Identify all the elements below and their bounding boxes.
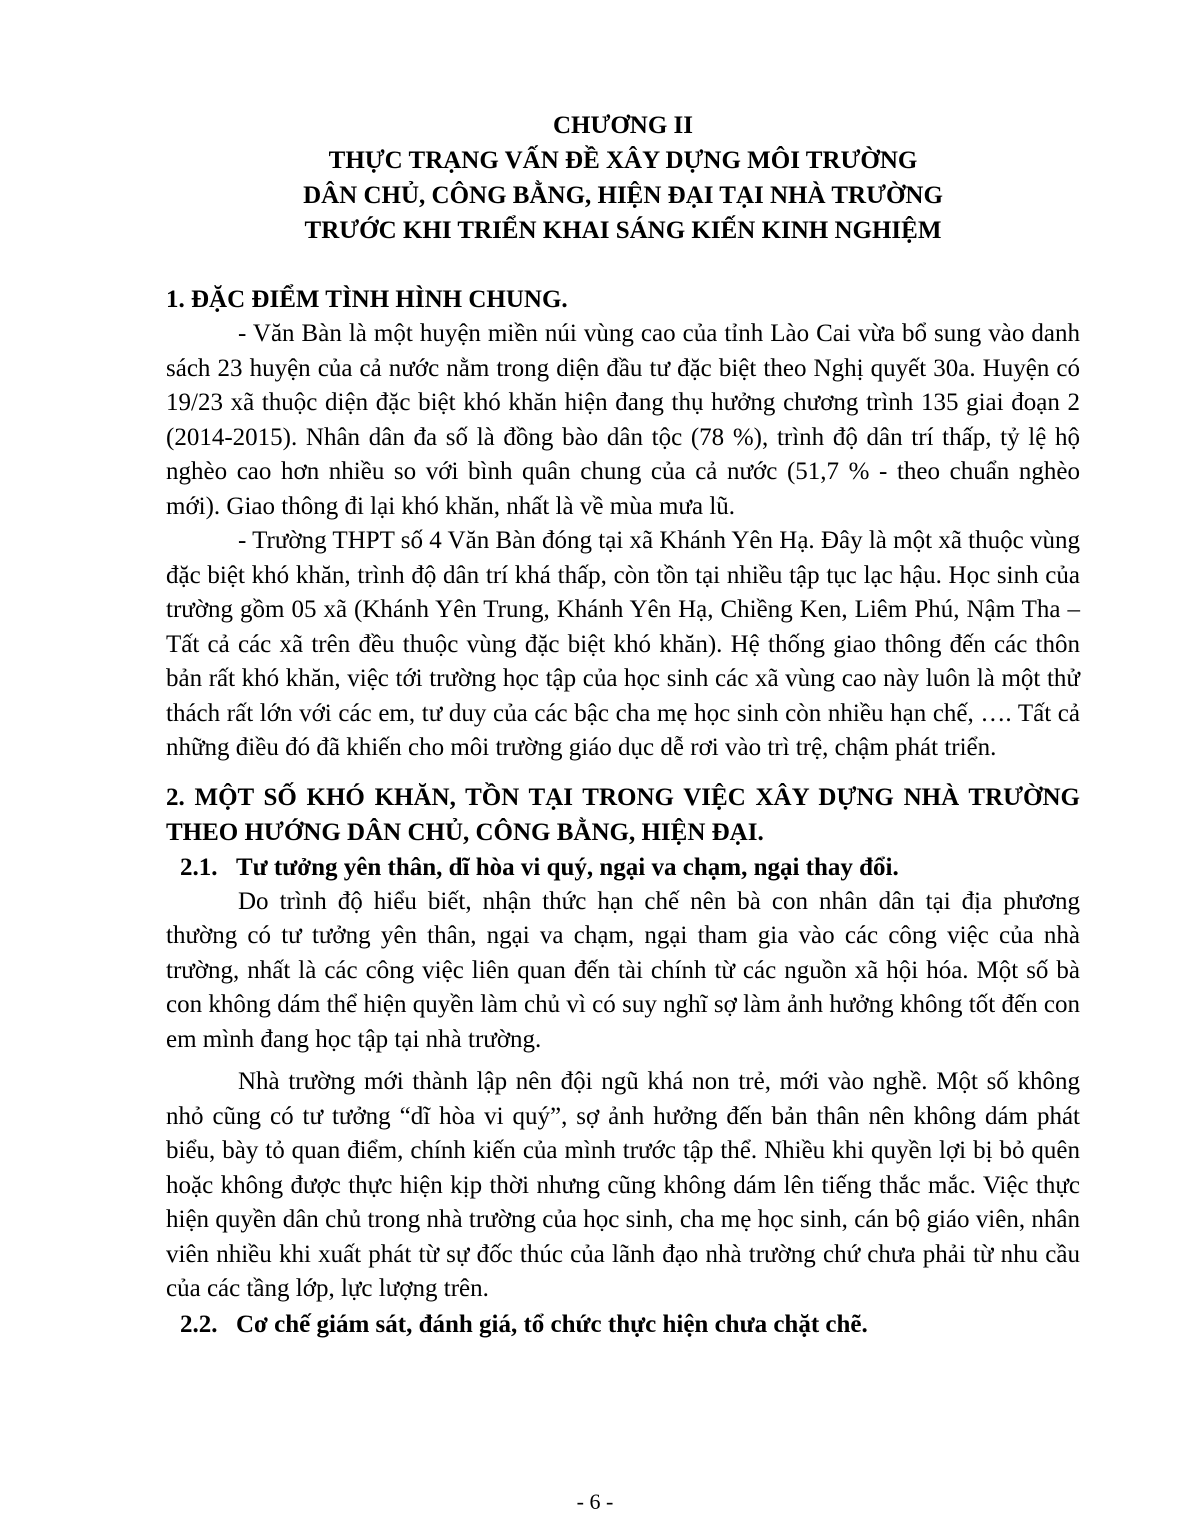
page-number: - 6 - — [576, 1489, 614, 1514]
section-1-paragraph-1: - Văn Bàn là một huyện miền núi vùng cao của tỉnh Lào Cai vừa bổ sung vào danh sách 23 huyện của cả nước nằm trong diện đầu tư đặc biệt theo Nghị quyết 30a. Huyện có 19/23 xã thuộc diện đặc biệt khó khăn hiện đang thụ hưởng chương trình 135 giai đoạn 2 (2014-2015). Nhân dân đa số là đồng bào dân tộc (78 %), trình độ dân trí thấp, tỷ lệ hộ nghèo cao hơn nhiều so với bình quân chung của cả nước (51,7 % - theo chuẩn nghèo mới). Giao thông đi lại khó khăn, nhất là về mùa mưa lũ. — [166, 320, 1080, 520]
subsection-2-1-title: Tư tưởng yên thân, dĩ hòa vi quý, ngại va chạm, ngại thay đổi. — [236, 853, 899, 881]
section-1-heading: 1. ĐẶC ĐIỂM TÌNH HÌNH CHUNG. — [166, 286, 568, 313]
subsection-2-2-heading — [180, 1307, 1080, 1342]
chapter-title-line-1: THỰC TRẠNG VẤN ĐỀ XÂY DỰNG MÔI TRƯỜNG — [328, 147, 918, 174]
subsection-2-1-paragraph-1: Do trình độ hiểu biết, nhận thức hạn chế nên bà con nhân dân tại địa phương thường có tư tưởng yên thân, ngại va chạm, ngại tham gia vào các công việc của nhà trường, nhất là các công việc liên quan đến tài chính từ các nguồn xã hội hóa. Một số bà con không dám thể hiện quyền làm chủ vì có suy nghĩ sợ làm ảnh hưởng không tốt đến con em mình đang học tập tại nhà trường. — [166, 887, 1080, 1053]
chapter-title-line-2: DÂN CHỦ, CÔNG BẰNG, HIỆN ĐẠI TẠI NHÀ TRƯỜNG — [303, 182, 943, 209]
chapter-title-line-3: TRƯỚC KHI TRIỂN KHAI SÁNG KIẾN KINH NGHIỆM — [304, 217, 942, 244]
document-page — [166, 108, 1080, 1342]
subsection-2-2-number: 2.2. — [180, 1310, 218, 1338]
subsection-2-1-number: 2.1. — [180, 853, 218, 881]
section-2-heading: 2. MỘT SỐ KHÓ KHĂN, TỒN TẠI TRONG VIỆC XÂY DỰNG NHÀ TRƯỜNG THEO HƯỚNG DÂN CHỦ, CÔNG BẰNG, HIỆN ĐẠI. — [166, 783, 1080, 846]
subsection-2-2-title: Cơ chế giám sát, đánh giá, tổ chức thực hiện chưa chặt chẽ. — [236, 1310, 868, 1338]
chapter-title — [166, 108, 1080, 248]
section-1-paragraph-2: - Trường THPT số 4 Văn Bàn đóng tại xã Khánh Yên Hạ. Đây là một xã thuộc vùng đặc biệt khó khăn, trình độ dân trí khá thấp, còn tồn tại nhiều tập tục lạc hậu. Học sinh của trường gồm 05 xã (Khánh Yên Trung, Khánh Yên Hạ, Chiềng Ken, Liêm Phú, Nậm Tha – Tất cả các xã trên đều thuộc vùng đặc biệt khó khăn). Hệ thống giao thông đến các thôn bản rất khó khăn, việc tới trường học tập của học sinh các xã vùng cao này luôn là một thử thách rất lớn với các em, tư duy của các bậc cha mẹ học sinh còn nhiều hạn chế, …. Tất cả những điều đó đã khiến cho môi trường giáo dục dễ rơi vào trì trệ, chậm phát triển. — [166, 527, 1080, 761]
subsection-2-1-heading — [180, 850, 1080, 885]
subsection-2-1-paragraph-2: Nhà trường mới thành lập nên đội ngũ khá non trẻ, mới vào nghề. Một số không nhỏ cũng có tư tưởng “dĩ hòa vi quý”, sợ ảnh hưởng đến bản thân nên không dám phát biểu, bày tỏ quan điểm, chính kiến của mình trước tập thể. Nhiều khi quyền lợi bị bỏ quên hoặc không được thực hiện kịp thời nhưng cũng không dám lên tiếng thắc mắc. Việc thực hiện quyền dân chủ trong nhà trường của học sinh, cha mẹ học sinh, cán bộ giáo viên, nhân viên nhiều khi xuất phát từ sự đốc thúc của lãnh đạo nhà trường chứ chưa phải từ nhu cầu của các tầng lớp, lực lượng trên. — [166, 1068, 1080, 1302]
chapter-label: CHƯƠNG II — [552, 112, 694, 139]
